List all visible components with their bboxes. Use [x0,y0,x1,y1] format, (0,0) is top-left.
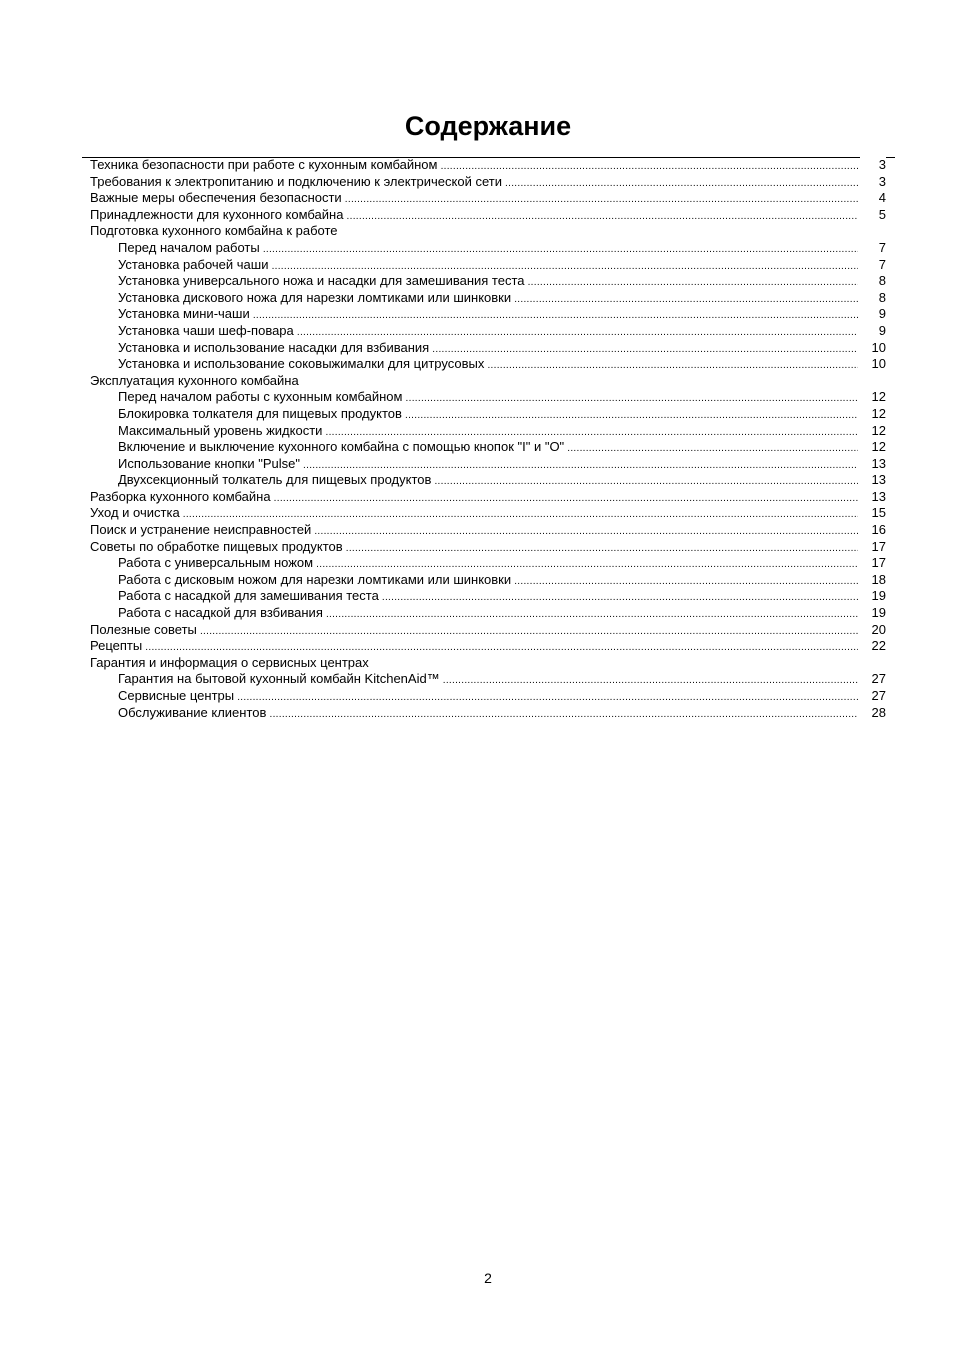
toc-entry-label: Подготовка кухонного комбайна к работе [90,223,338,239]
toc-entry [90,505,886,522]
toc-entry-title [118,705,858,722]
toc-subentry [90,439,886,456]
toc-entry-title [90,373,858,390]
toc-entry-page-number: 9 [860,306,886,323]
toc-subentry [90,588,886,605]
toc-entry-title [118,572,858,589]
toc-entry [90,174,886,191]
toc-entry-label: Требования к электропитанию и подключению к электрической сети [90,173,502,189]
toc-subentry [90,472,886,489]
toc-entry-page-number: 12 [860,423,886,440]
toc-entry [90,539,886,556]
toc-entry-page-number: 5 [860,207,886,224]
toc-entry-title [118,356,858,373]
toc-entry-page-number: 12 [860,439,886,456]
toc-entry-label: Установка рабочей чаши [118,256,269,272]
toc-entry-label: Максимальный уровень жидкости [118,422,323,438]
toc-entry-title [118,456,858,473]
toc-entry-title [118,671,858,688]
toc-entry-title [90,157,858,174]
toc-entry-label: Перед началом работы [118,239,260,255]
toc-entry-title [118,605,858,622]
toc-entry-title [90,539,858,556]
toc-subentry [90,389,886,406]
toc-entry [90,522,886,539]
toc-entry-label: Установка чаши шеф-повара [118,322,294,338]
toc-entry-title [118,688,858,705]
toc-entry [90,207,886,224]
toc-entry-page-number: 27 [860,688,886,705]
toc-entry-title [90,655,858,672]
toc-entry-title [118,423,858,440]
toc-entry-page-number: 7 [860,240,886,257]
toc-entry-label: Принадлежности для кухонного комбайна [90,206,344,222]
toc-entry-page-number: 10 [860,340,886,357]
toc-entry-label: Важные меры обеспечения безопасности [90,190,342,206]
toc-subentry [90,406,886,423]
toc-entry-page-number: 7 [860,257,886,274]
toc-entry-title [90,505,858,522]
toc-entry-page-number: 12 [860,406,886,423]
toc-subentry [90,356,886,373]
toc-entry-label: Работа с универсальным ножом [118,555,314,571]
toc-entry-label: Работа с насадкой для взбивания [118,605,323,621]
toc-entry-title [118,240,858,257]
toc-entry-title [90,522,858,539]
table-of-contents [90,157,886,721]
toc-subentry [90,572,886,589]
toc-entry-label: Гарантия на бытовой кухонный комбайн KitchenAid™ [118,671,440,687]
page-number: 2 [484,1270,492,1286]
toc-entry-label: Перед началом работы с кухонным комбайном [118,389,403,405]
toc-entry-label: Установка и использование насадки для взбивания [118,339,430,355]
toc-entry-label: Поиск и устранение неисправностей [90,522,312,538]
toc-entry-label: Обслуживание клиентов [118,704,267,720]
toc-entry-page-number: 3 [860,157,886,174]
toc-entry-page-number: 8 [860,273,886,290]
toc-entry-title [118,273,858,290]
toc-entry-label: Установка дискового ножа для нарезки ломтиками или шинковки [118,289,512,305]
toc-entry-page-number: 4 [860,190,886,207]
toc-entry-title [90,638,858,655]
toc-subentry [90,555,886,572]
toc-entry-page-number: 20 [860,622,886,639]
toc-subentry [90,257,886,274]
toc-subentry [90,671,886,688]
toc-subentry [90,423,886,440]
toc-entry-label: Включение и выключение кухонного комбайна с помощью кнопок "I" и "O" [118,439,565,455]
toc-entry-page-number: 8 [860,290,886,307]
toc-entry-title [90,622,858,639]
toc-entry-label: Работа с дисковым ножом для нарезки ломтиками или шинковки [118,571,512,587]
toc-entry-title [118,323,858,340]
page-title: Содержание [404,111,572,141]
toc-entry-title [118,439,858,456]
toc-entry [90,489,886,506]
toc-entry-label: Установка универсального ножа и насадки для замешивания теста [118,273,525,289]
toc-entry-page-number: 17 [860,555,886,572]
toc-entry-label: Советы по обработке пищевых продуктов [90,538,343,554]
toc-entry-label: Уход и очистка [90,505,180,521]
toc-entry [90,373,886,390]
toc-entry-title [118,406,858,423]
toc-subentry [90,273,886,290]
toc-entry-label: Рецепты [90,638,143,654]
toc-entry-page-number: 3 [860,174,886,191]
toc-entry [90,638,886,655]
toc-entry-label: Установка и использование соковыжималки для цитрусовых [118,356,485,372]
toc-entry-label: Двухсекционный толкатель для пищевых продуктов [118,472,432,488]
toc-entry-title [118,472,858,489]
toc-entry-page-number: 16 [860,522,886,539]
toc-entry [90,157,886,174]
toc-entry-page-number: 15 [860,505,886,522]
toc-entry-title [118,555,858,572]
toc-entry-title [118,588,858,605]
toc-entry-label: Техника безопасности при работе с кухонным комбайном [90,157,438,172]
toc-entry-title [118,290,858,307]
toc-subentry [90,340,886,357]
toc-subentry [90,240,886,257]
toc-entry-page-number: 12 [860,389,886,406]
toc-entry-title [118,340,858,357]
toc-entry-label: Сервисные центры [118,688,235,703]
toc-entry-title [90,207,858,224]
toc-entry-title [118,257,858,274]
toc-entry-page-number: 28 [860,705,886,722]
toc-entry-page-number: 17 [860,539,886,556]
toc-entry [90,622,886,639]
toc-entry-title [118,389,858,406]
toc-entry-page-number: 10 [860,356,886,373]
toc-entry-title [90,489,858,506]
toc-entry-page-number: 19 [860,605,886,622]
toc-subentry [90,456,886,473]
toc-entry-label: Полезные советы [90,621,197,637]
toc-subentry [90,323,886,340]
toc-entry-page-number: 27 [860,671,886,688]
toc-entry-page-number: 9 [860,323,886,340]
toc-entry-page-number: 13 [860,456,886,473]
toc-subentry [90,605,886,622]
toc-entry-title [90,223,858,240]
toc-entry [90,655,886,672]
toc-entry [90,223,886,240]
toc-entry-label: Работа с насадкой для замешивания теста [118,588,379,604]
toc-entry-page-number: 13 [860,472,886,489]
toc-entry-label: Гарантия и информация о сервисных центрах [90,654,369,670]
toc-entry-label: Блокировка толкателя для пищевых продуктов [118,405,402,421]
toc-subentry [90,688,886,705]
toc-entry-label: Эксплуатация кухонного комбайна [90,372,299,388]
toc-entry-page-number: 13 [860,489,886,506]
toc-entry-page-number: 18 [860,572,886,589]
toc-entry-title [90,174,858,191]
toc-entry-page-number: 22 [860,638,886,655]
toc-entry-page-number: 19 [860,588,886,605]
toc-entry-label: Разборка кухонного комбайна [90,488,271,504]
toc-entry [90,190,886,207]
toc-subentry [90,705,886,722]
toc-subentry [90,290,886,307]
toc-entry-label: Использование кнопки "Pulse" [118,455,300,471]
toc-subentry [90,306,886,323]
toc-entry-title [90,190,858,207]
toc-entry-title [118,306,858,323]
toc-entry-label: Установка мини-чаши [118,306,250,322]
